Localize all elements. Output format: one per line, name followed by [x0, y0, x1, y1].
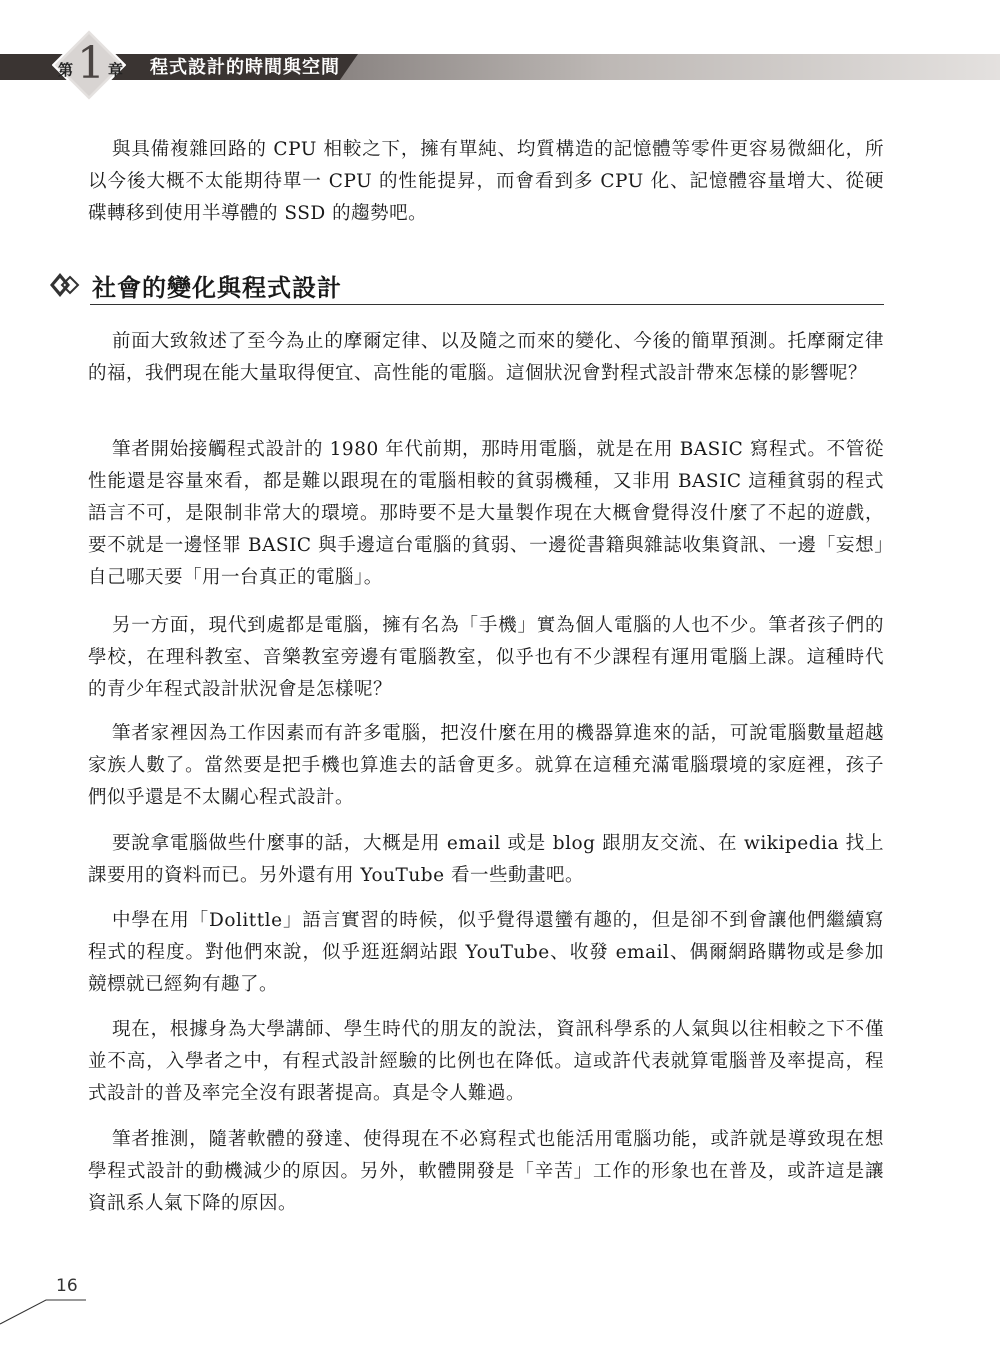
section-title: 社會的變化與程式設計: [92, 274, 342, 302]
body-paragraph: 現在，根據身為大學講師、學生時代的朋友的說法，資訊科學系的人氣與以往相較之下不僅並不高，入學者之中，有程式設計經驗的比例也在降低。這或許代表就算電腦普及率提高，程式設計的普及率完全沒有跟著提高。真是令人難過。: [88, 1019, 884, 1104]
chapter-prefix: 第: [58, 61, 74, 79]
page-number-rule: [0, 1296, 90, 1326]
body-paragraph: 前面大致敘述了至今為止的摩爾定律、以及隨之而來的變化、今後的簡單預測。托摩爾定律的福，我們現在能大量取得便宜、高性能的電腦。這個狀況會對程式設計帶來怎樣的影響呢？: [88, 331, 884, 384]
body-paragraph: 另一方面，現代到處都是電腦，擁有名為「手機」實為個人電腦的人也不少。筆者孩子們的學校，在理科教室、音樂教室旁邊有電腦教室，似乎也有不少課程有運用電腦上課。這種時代的青少年程式設計狀況會是怎樣呢？: [88, 615, 884, 700]
body-paragraph: 筆者家裡因為工作因素而有許多電腦，把沒什麼在用的機器算進來的話，可說電腦數量超越家族人數了。當然要是把手機也算進去的話會更多。就算在這種充滿電腦環境的家庭裡，孩子們似乎還是不太關心程式設計。: [88, 723, 884, 808]
diamond-bullet-icon: [50, 272, 82, 298]
section-divider: [90, 304, 884, 305]
body-paragraph: 與具備複雜回路的 CPU 相較之下，擁有單純、均質構造的記憶體等零件更容易微細化，所以今後大概不太能期待單一 CPU 的性能提昇，而會看到多 CPU 化、記憶體容量增大、從硬碟轉移到使用半導體的 SSD 的趨勢吧。: [88, 139, 884, 224]
chapter-number: 1: [77, 38, 105, 89]
chapter-suffix: 章: [108, 61, 124, 79]
chapter-header-gradient: [340, 54, 1000, 80]
page-number: 16: [56, 1276, 78, 1296]
body-paragraph: 筆者開始接觸程式設計的 1980 年代前期，那時用電腦，就是在用 BASIC 寫程式。不管從性能還是容量來看，都是難以跟現在的電腦相較的貧弱機種，又非用 BASIC 這種貧弱的程式語言不可，是限制非常大的環境。那時要不是大量製作現在大概會覺得沒什麼了不起的遊戲，要不就是一邊怪罪 BASIC 與手邊這台電腦的貧弱、一邊從書籍與雜誌收集資訊、一邊「妄想」自己哪天要「用一台真正的電腦」。: [88, 439, 884, 588]
section-heading: [50, 266, 884, 306]
chapter-badge: [52, 28, 126, 102]
chapter-title: 程式設計的時間與空間: [150, 57, 340, 78]
body-paragraph: 筆者推測，隨著軟體的發達、使得現在不必寫程式也能活用電腦功能，或許就是導致現在想學程式設計的動機減少的原因。另外，軟體開發是「辛苦」工作的形象也在普及，或許這是讓資訊系人氣下降的原因。: [88, 1129, 884, 1214]
body-paragraph: 中學在用「Dolittle」語言實習的時候，似乎覺得還蠻有趣的，但是卻不到會讓他們繼續寫程式的程度。對他們來說，似乎逛逛網站跟 YouTube、收發 email、偶爾網路購物或是參加競標就已經夠有趣了。: [88, 910, 884, 995]
body-paragraph: 要說拿電腦做些什麼事的話，大概是用 email 或是 blog 跟朋友交流、在 wikipedia 找上課要用的資料而已。另外還有用 YouTube 看一些動畫吧。: [88, 833, 884, 886]
